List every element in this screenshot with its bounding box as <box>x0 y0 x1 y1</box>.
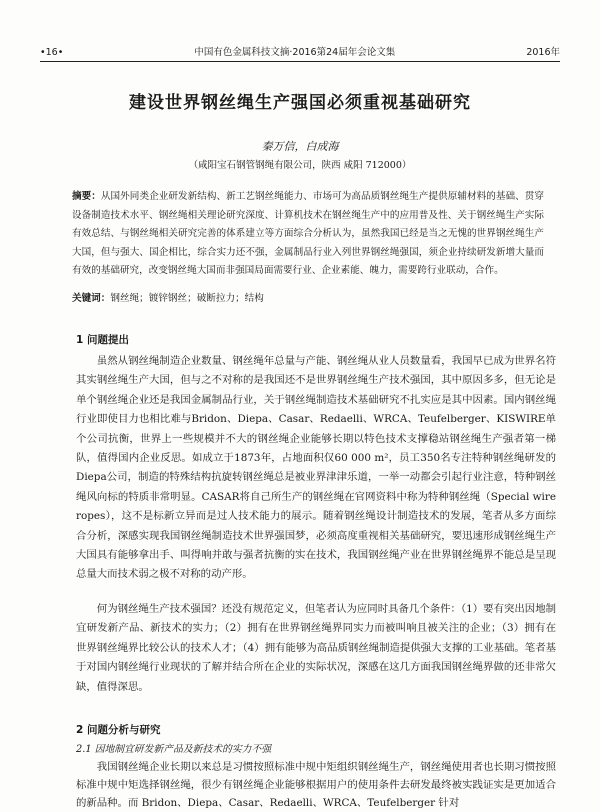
keywords <box>72 290 544 304</box>
section-2-paragraph-1: 我国钢丝绳企业长期以来总是习惯按照标准中规中矩组织钢丝绳生产，钢丝绳使用者也长期习惯按照标准中规中矩选择钢丝绳，很少有钢丝绳企业能够根据用户的使用条件去研发最终被实践证实是更加适合的新品种。而 Bridon、Diepa、Casar、Redaelli、WRCA、Teufelberger 针对 <box>76 761 556 809</box>
abstract-label: 摘要： <box>72 191 101 202</box>
paper-title: 建设世界钢丝绳生产强国必须重视基础研究 <box>129 93 471 113</box>
keywords-text: 钢丝绳；镀锌钢丝；破断拉力；结构 <box>110 293 264 304</box>
page-number: •16• <box>40 47 64 58</box>
section-1-heading: 1 问题提出 <box>76 334 129 346</box>
keywords-label: 关键词： <box>72 293 111 304</box>
abstract <box>72 188 544 281</box>
abstract-text: 从国外同类企业研发新结构、新工艺钢丝绳能力、市场可为高品质钢丝绳生产提供原辅材料的基础、贯穿设备制造技术水平、钢丝绳相关理论研究深度、计算机技术在钢丝绳生产中的应用普及性、关于钢丝绳生产实际有效总结、与钢丝绳相关研究完善的体系建立等方面综合分析认为，虽然我国已经是当之无愧的世界钢丝绳生产大国，但与强大、国企相比，综合实力还不强，金属制品行业入列世界钢丝绳强国，须企业持续研发新增大量而有效的基础研究，改变钢丝绳大国而非强国局面需要行业、企业素能、魄力，需要跨行业联动，合作。 <box>72 191 545 276</box>
author-affiliation: （咸阳宝石钢管钢绳有限公司，陕西 咸阳 712000） <box>188 160 412 171</box>
section-1-paragraph-1: 虽然从钢丝绳制造企业数量、钢丝绳年总量与产能、钢丝绳从业人员数量看，我国早已成为世界名符其实钢丝绳生产大国，但与之不对称的是我国还不是世界钢丝绳生产技术强国，其中原因多多，但无论是单个钢丝绳企业还是我国金属制品行业，关于钢丝绳制造技术基础研究不扎实应是其中因素。国内钢丝绳行业即使目力也相比难与Bridon、Diepa、Casar、Redaelli、WRCA、Teufelberger、KISWIRE单个公司抗衡，世界上一些规模并不大的钢丝绳企业能够长期以特色技术支撑稳站钢丝绳生产强者第一梯队，值得国内企业反思。如成立于1873年，占地面积仅60 000 m²，员工350名专注特种钢丝绳研发的Diepa公司，制造的特殊结构抗旋转钢丝绳总是被业界津津乐道，一举一动都会引起行业注意，特种钢丝绳风向标的特质非常明显。CASAR将自己所生产的钢丝绳在官网资料中称为特种钢丝绳（Special wire ropes），这不是标新立异而是过人技术能力的展示。随着钢丝绳设计制造技术的发展，笔者从多方面综合分析，深感实现我国钢丝绳制造技术世界强国梦，必须高度重视相关基础研究，要迅速形成钢丝绳生产大国具有能够拿出手、叫得响并敢与强者抗衡的实在技术，我国钢丝绳产业在世界钢丝绳界不能总是呈现总量大而技术弱之极不对称的动产形。 <box>76 355 556 581</box>
publication-year: 2016年 <box>526 47 560 58</box>
section-2-heading: 2 问题分析与研究 <box>76 724 161 736</box>
section-2-1-heading: 2.1 因地制宜研发新产品及新技术的实力不强 <box>76 744 272 755</box>
section-1-paragraph-2: 何为钢丝绳生产技术强国？还没有规范定义，但笔者认为应同时具备几个条件：（1）要有突出因地制宜研发新产品、新技术的实力；（2）拥有在世界钢丝绳界同实力而被叫响且被关注的企业；（3）拥有在世界钢丝绳界比较公认的技术人才；（4）拥有能够为高品质钢丝绳制造提供强大支撑的工业基础。笔者基于对国内钢丝绳行业现状的了解并结合所在企业的实际状况，深感在这几方面我国钢丝绳界做的还非常欠缺，值得深思。 <box>76 603 556 693</box>
running-header <box>40 44 560 62</box>
paper-authors: 秦万信，白成海 <box>261 140 339 153</box>
journal-name: 中国有色金属科技文摘·2016第24届年会论文集 <box>194 47 396 58</box>
